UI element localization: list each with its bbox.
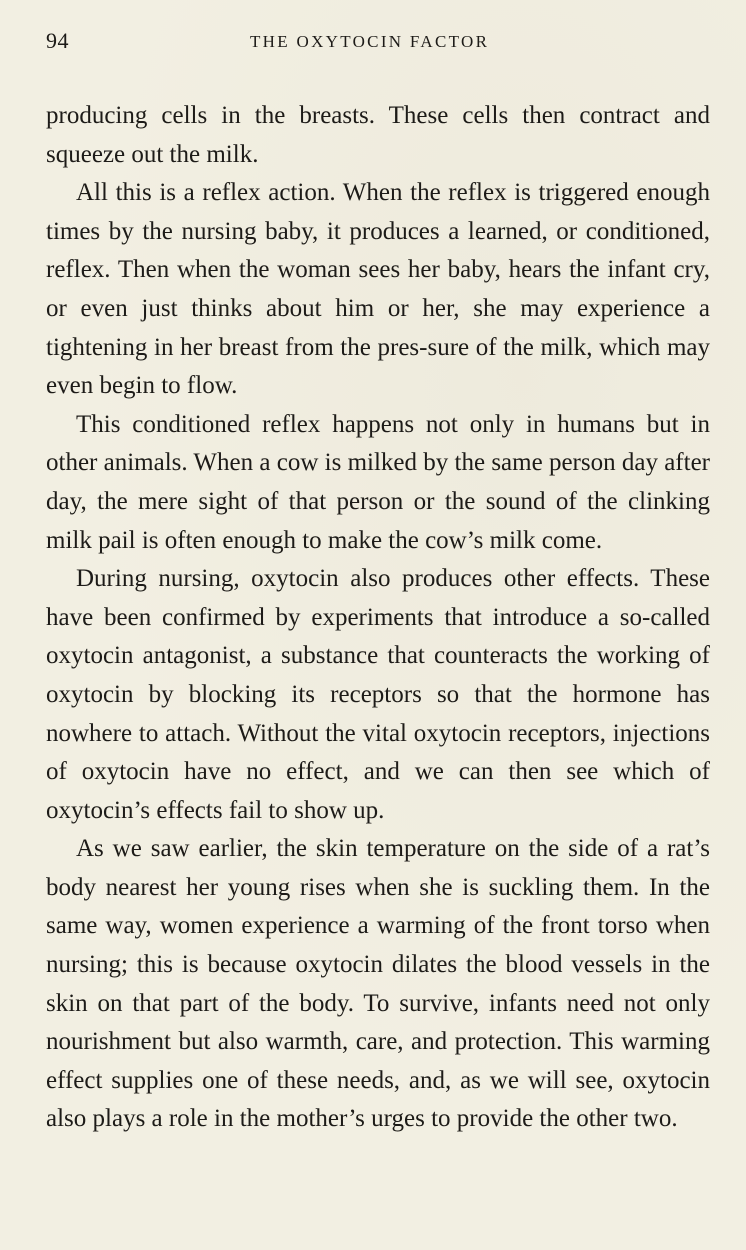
paragraph-3: This conditioned reflex happens not only in humans but in other animals. When a cow is milked by the same person day after day, the mere sight of that person or the sound of the clinking milk pail is often enough to make the cow’s milk come. xyxy=(46,410,710,554)
paragraph-2: All this is a reflex action. When the reflex is triggered enough times by the nursing baby, it produces a learned, or conditioned, reflex. Then when the woman sees her baby, hears the infant cry, or even just thinks about him or her, she may experience a tightening in her breast from the pres-sure of the milk, which may even begin to flow. xyxy=(46,179,710,400)
body-text xyxy=(46,97,710,1139)
book-title: THE OXYTOCIN FACTOR xyxy=(250,32,490,51)
paragraph-4: During nursing, oxytocin also produces other effects. These have been confirmed by experiments that introduce a so-called oxytocin antagonist, a substance that counteracts the working of oxytocin by blocking its receptors so that the hormone has nowhere to attach. Without the vital oxytocin receptors, injections of oxytocin have no effect, and we can then see which of oxytocin’s effects fail to show up. xyxy=(46,565,710,824)
paragraph-1: producing cells in the breasts. These cells then contract and squeeze out the milk. xyxy=(46,102,710,168)
paragraph-5: As we saw earlier, the skin temperature on the side of a rat’s body nearest her young rises when she is suckling them. In the same way, women experience a warming of the front torso when nursing; this is because oxytocin dilates the blood vessels in the skin on that part of the body. To survive, infants need not only nourishment but also warmth, care, and protection. This warming effect supplies one of these needs, and, as we will see, oxytocin also plays a role in the mother’s urges to provide the other two. xyxy=(46,835,710,1133)
page-number: 94 xyxy=(46,28,69,53)
running-head xyxy=(0,28,746,58)
